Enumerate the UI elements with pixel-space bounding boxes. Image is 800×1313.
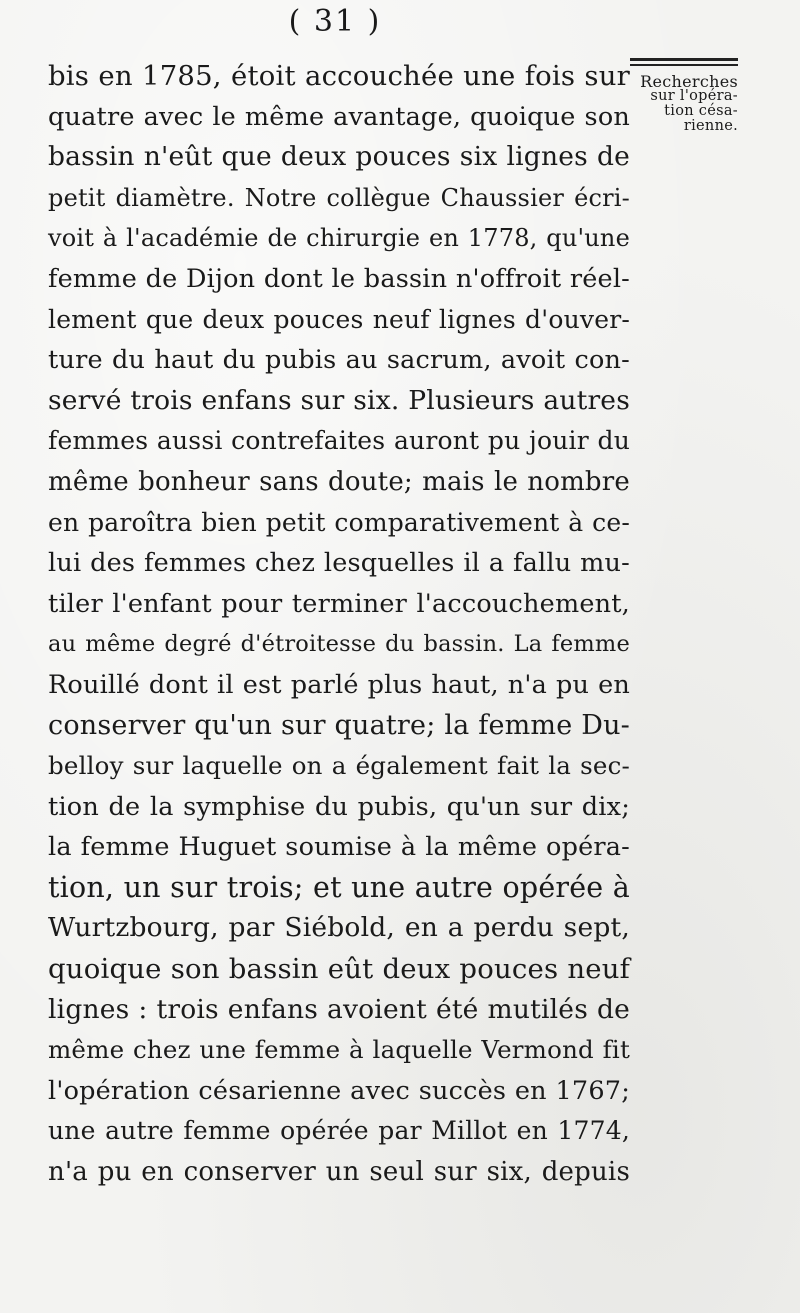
text-line: conserver qu'un sur quatre; la femme Du- — [48, 709, 630, 741]
text-line: Rouillé dont il est parlé plus haut, n'a pu en — [48, 669, 630, 700]
text-line: lui des femmes chez lesquelles il a fallu mu- — [48, 548, 630, 579]
text-line: une autre femme opérée par Millot en 1774, — [48, 1116, 630, 1146]
text-line: n'a pu en conserver un seul sur six, depuis — [48, 1157, 630, 1188]
margin-note — [630, 58, 738, 134]
text-line: petit diamètre. Notre collègue Chaussier écri- — [48, 183, 630, 212]
text-line: tion de la symphise du pubis, qu'un sur dix; — [48, 791, 630, 822]
text-line: bis en 1785, étoit accouchée une fois sur — [48, 60, 630, 92]
text-line: bassin n'eût que deux pouces six lignes de — [48, 141, 630, 173]
text-line: servé trois enfans sur six. Plusieurs autres — [48, 384, 630, 416]
text-line: lement que deux pouces neuf lignes d'ouver- — [48, 304, 630, 334]
text-line: voit à l'académie de chirurgie en 1778, qu'une — [48, 224, 630, 253]
text-line: ture du haut du pubis au sacrum, avoit con- — [48, 345, 630, 376]
text-line: Wurtzbourg, par Siébold, en a perdu sept, — [48, 912, 630, 944]
margin-rule — [630, 64, 738, 66]
text-line: lignes : trois enfans avoient été mutilés de — [48, 993, 630, 1025]
text-line: en paroîtra bien petit comparativement à ce- — [48, 507, 630, 537]
margin-note-line: sur l'opéra- — [650, 88, 738, 104]
text-line: l'opération césarienne avec succès en 1767; — [48, 1075, 630, 1106]
text-line: femme de Dijon dont le bassin n'offroit réel- — [48, 263, 630, 294]
text-line: quatre avec le même avantage, quoique son — [48, 101, 630, 132]
text-line: même chez une femme à laquelle Vermond fit — [48, 1035, 630, 1065]
margin-rule — [630, 58, 738, 61]
page-number: ( 31 ) — [288, 4, 382, 39]
body-text — [48, 56, 630, 1193]
text-line: belloy sur laquelle on a également fait la sec- — [48, 751, 630, 781]
text-line: tion, un sur trois; et une autre opérée à — [48, 870, 630, 904]
margin-note-line: rienne. — [683, 118, 738, 134]
text-line: femmes aussi contrefaites auront pu jouir du — [48, 426, 630, 456]
text-line: quoique son bassin eût deux pouces neuf — [48, 953, 630, 986]
margin-note-line: Recherches — [640, 72, 738, 91]
text-line: même bonheur sans doute; mais le nombre — [48, 466, 630, 497]
text-line: au même degré d'étroitesse du bassin. La femme — [48, 631, 630, 658]
text-line: la femme Huguet soumise à la même opéra- — [48, 832, 630, 863]
text-line: tiler l'enfant pour terminer l'accouchement, — [48, 588, 630, 619]
margin-note-line: tion césa- — [664, 103, 738, 119]
